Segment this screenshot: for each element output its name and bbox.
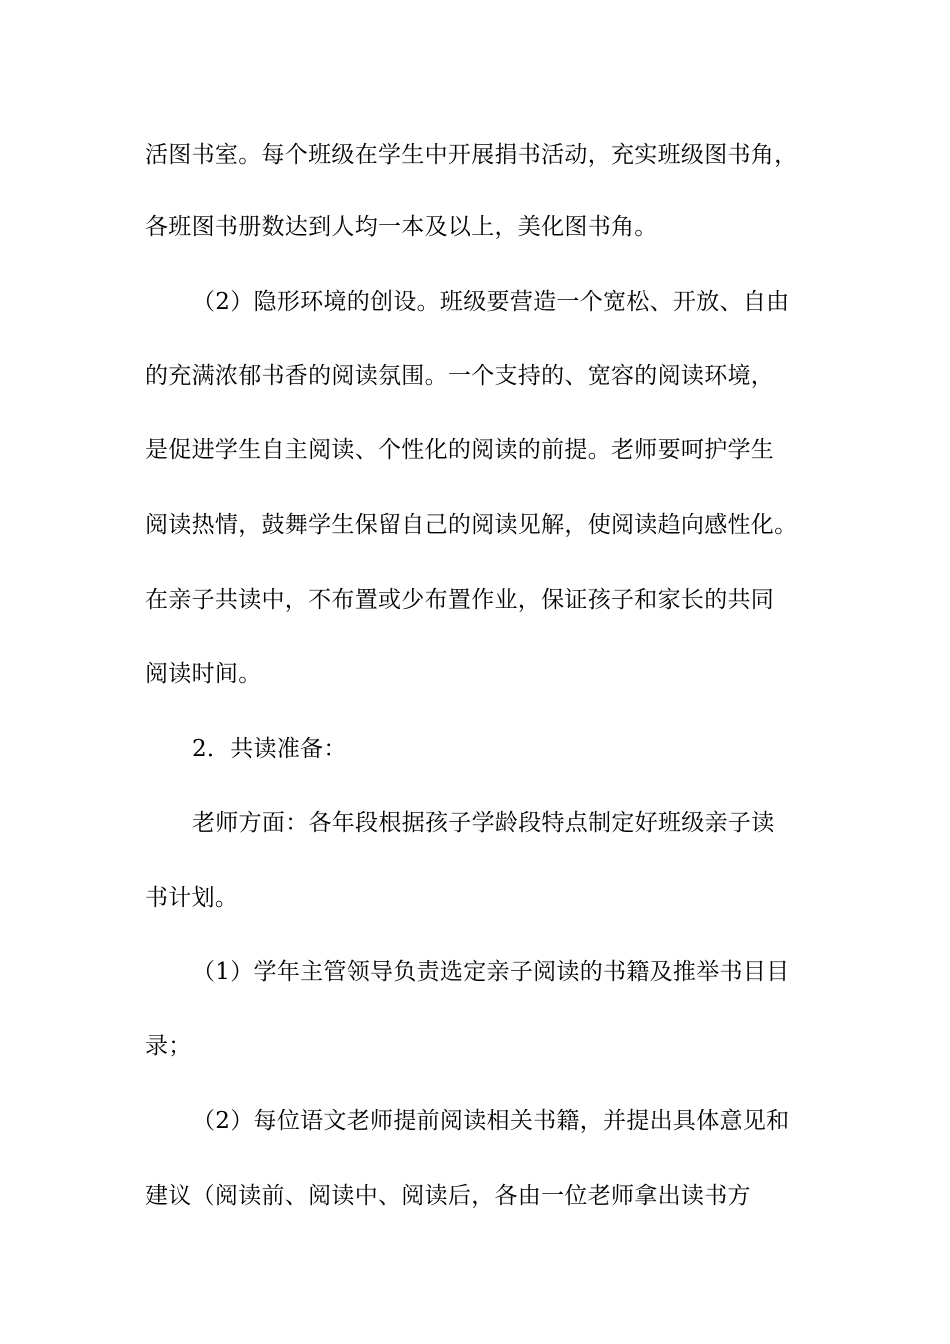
section-heading: 2．共读准备： [192, 736, 347, 762]
paragraph-line: 建议（阅读前、阅读中、阅读后，各由一位老师拿出读书方 [145, 1183, 751, 1209]
paragraph-line: 老师方面：各年段根据孩子学龄段特点制定好班级亲子读 [192, 810, 775, 836]
paragraph-line: 录； [145, 1033, 192, 1059]
paragraph-line: （2）每位语文老师提前阅读相关书籍，并提出具体意见和 [192, 1108, 790, 1134]
paragraph-line: 活图书室。每个班级在学生中开展捐书活动，充实班级图书角， [145, 142, 798, 168]
paragraph-line: 是促进学生自主阅读、个性化的阅读的前提。老师要呵护学生 [145, 437, 775, 463]
paragraph-line: （1）学年主管领导负责选定亲子阅读的书籍及推举书目目 [192, 959, 790, 985]
paragraph-line: 阅读热情，鼓舞学生保留自己的阅读见解，使阅读趋向感性化。 [145, 512, 798, 538]
paragraph-line: 的充满浓郁书香的阅读氛围。一个支持的、宽容的阅读环境， [145, 363, 775, 389]
paragraph-line: 书计划。 [145, 885, 239, 911]
paragraph-line: 阅读时间。 [145, 661, 262, 687]
paragraph-line: 在亲子共读中，不布置或少布置作业，保证孩子和家长的共同 [145, 587, 775, 613]
paragraph-line: （2）隐形环境的创设。班级要营造一个宽松、开放、自由 [192, 289, 790, 315]
paragraph-line: 各班图书册数达到人均一本及以上，美化图书角。 [145, 214, 658, 240]
